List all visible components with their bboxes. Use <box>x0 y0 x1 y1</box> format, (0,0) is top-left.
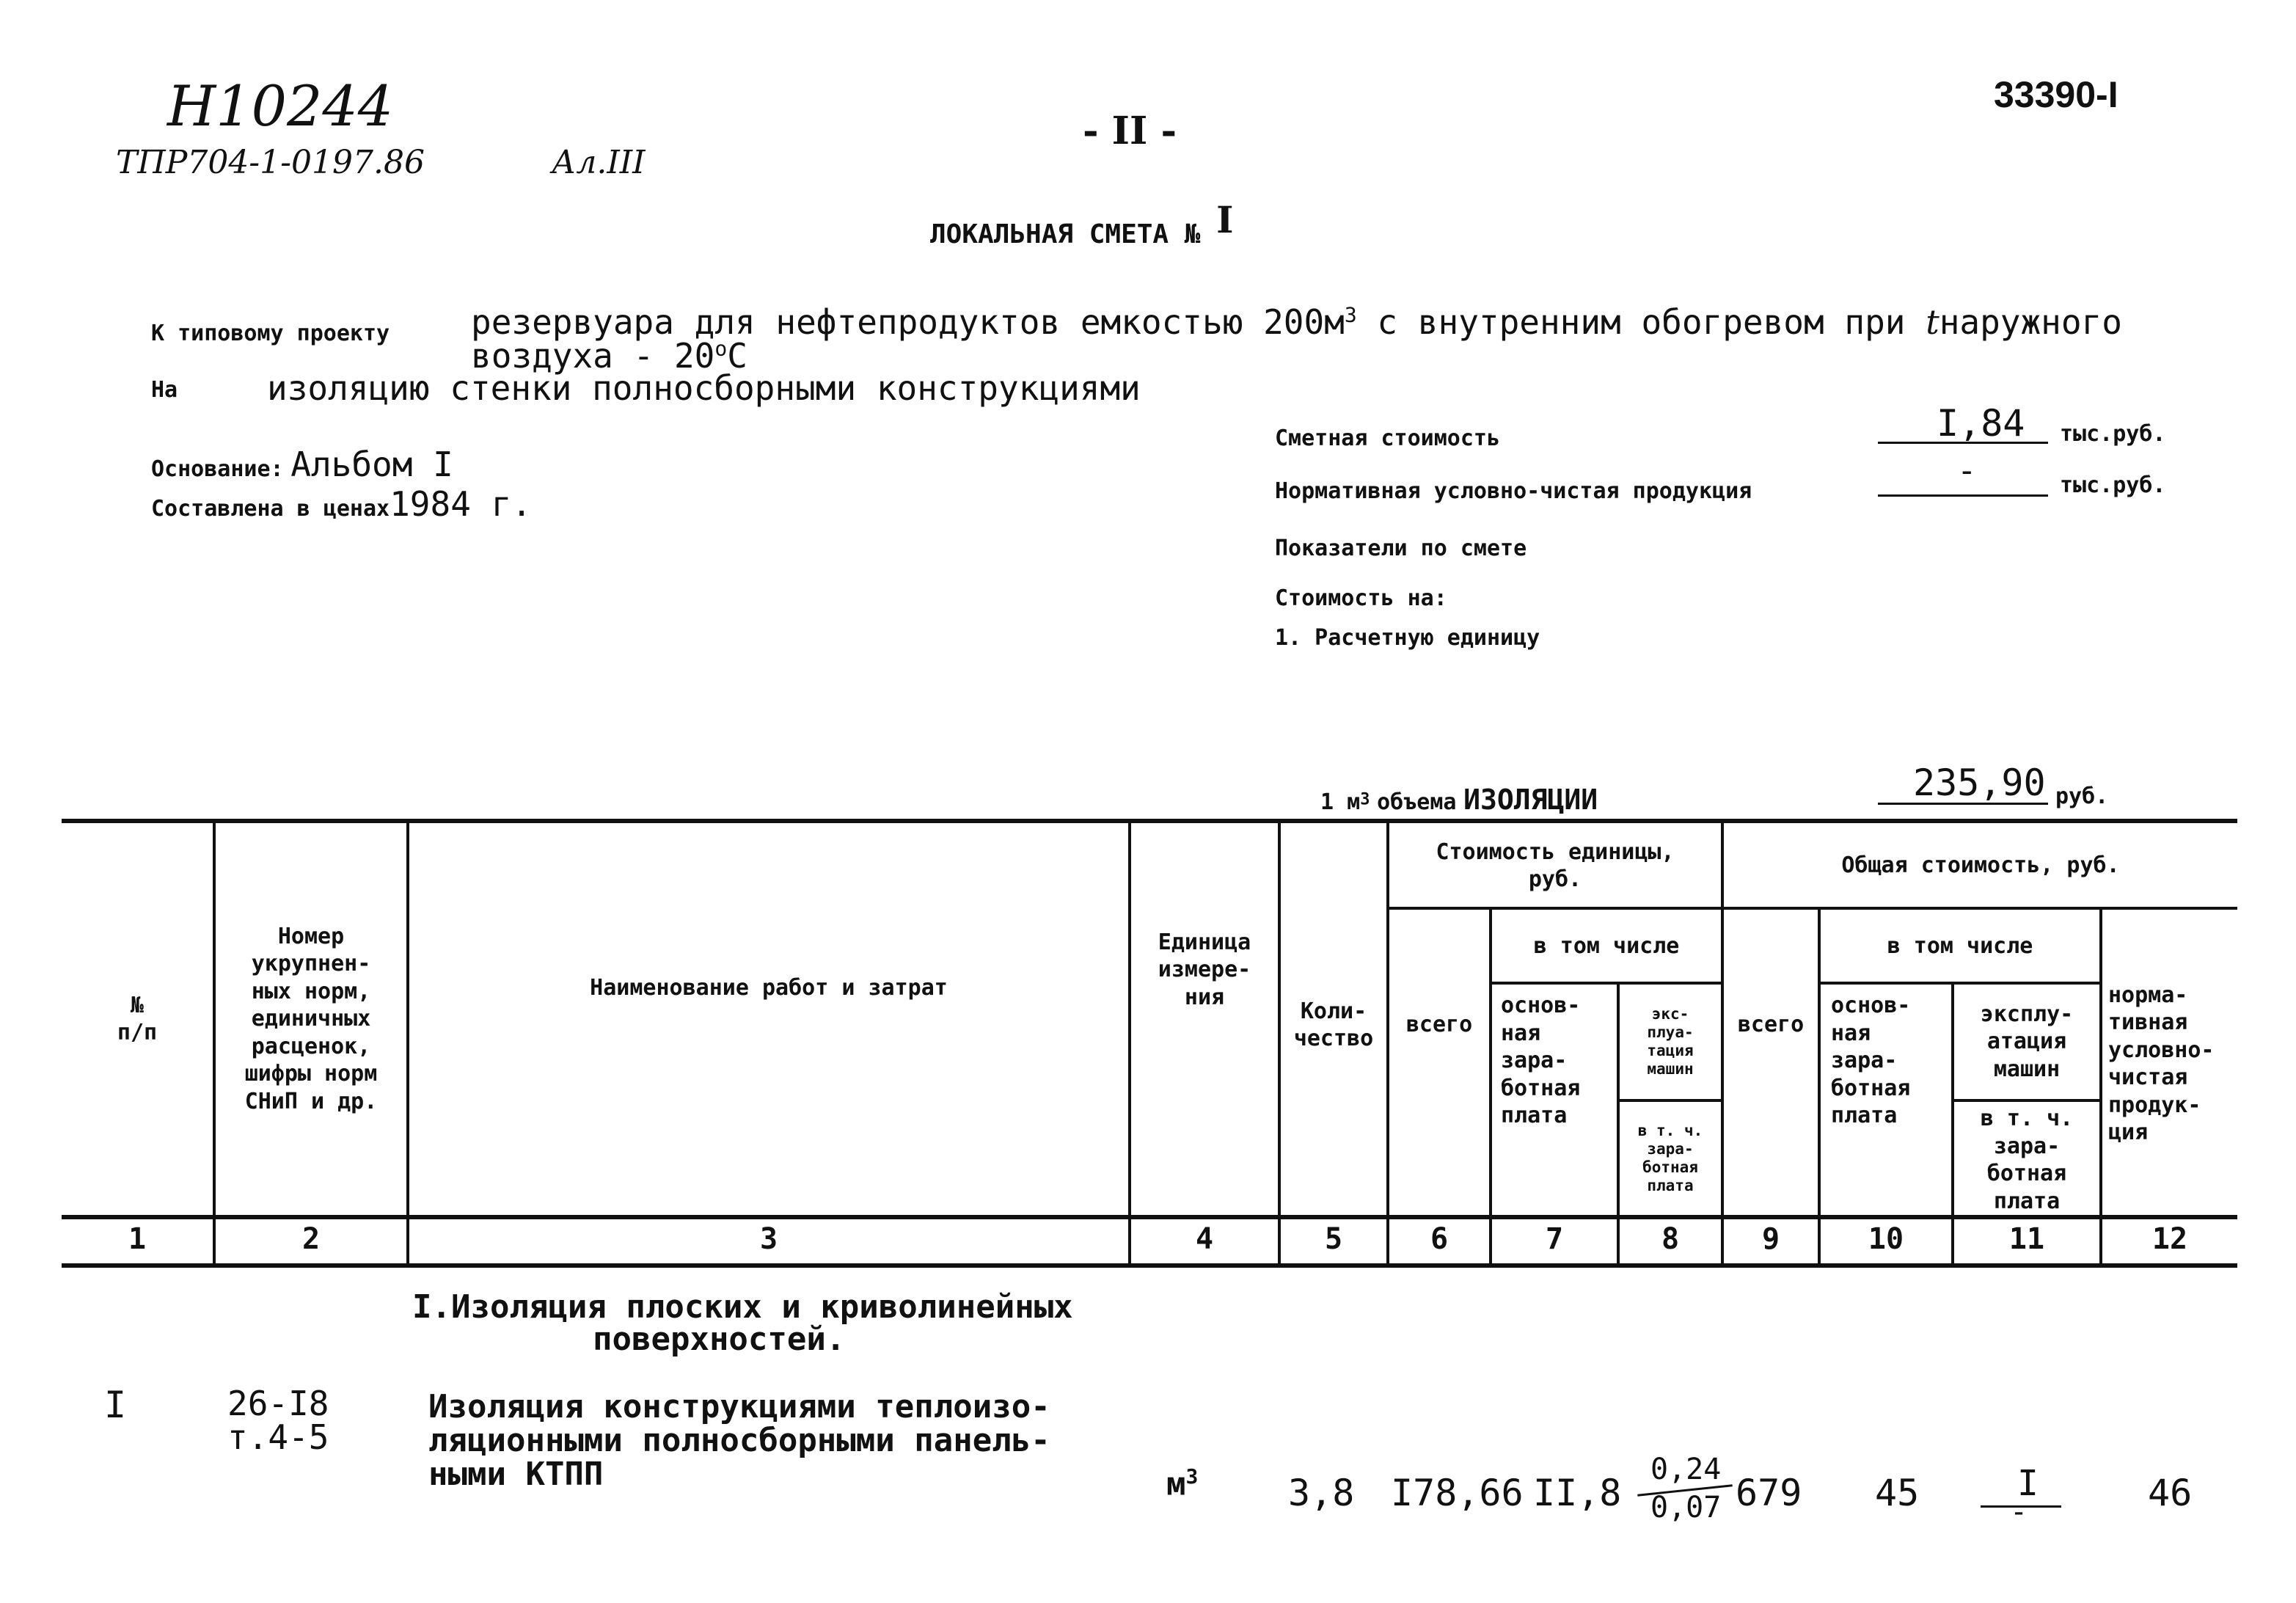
smetnaya-unit: тыс.руб. <box>2060 421 2166 447</box>
row-name-1: Изоляция конструкциями теплоизо- <box>428 1388 1050 1425</box>
title-text: ЛОКАЛЬНАЯ СМЕТА № <box>930 219 1201 249</box>
header-unit: Единица измере- ния <box>1158 929 1251 1010</box>
title-number: I <box>1216 198 1234 241</box>
header-unit-cost: Стоимость единицы, руб. <box>1436 839 1675 892</box>
header-unit-osn-zp: основ- ная зара- ботная плата <box>1501 993 1581 1128</box>
album-reference: Ал.III <box>552 144 646 181</box>
total-mach-split-line <box>1953 1099 2101 1102</box>
norm-value: - <box>1957 452 1977 489</box>
project-line-1-sup: 3 <box>1344 302 1357 327</box>
row-total-norm: 46 <box>2148 1472 2193 1514</box>
unit-cost-line <box>1320 784 1598 816</box>
norm-unit: тыс.руб. <box>2060 472 2166 498</box>
unit-cost-value: 235,90 <box>1913 762 2046 804</box>
row-unit-total: I78,66 <box>1391 1472 1524 1514</box>
header-work-name: Наименование работ и затрат <box>590 975 948 1001</box>
colnum-11: 11 <box>2008 1222 2045 1256</box>
table-colnum-bottom-border <box>62 1263 2237 1268</box>
header-total-cost: Общая стоимость, руб. <box>1841 852 2120 879</box>
unit-cost-underline <box>1878 803 2048 805</box>
osnovanie-label: Основание: <box>151 456 284 482</box>
colnum-3: 3 <box>759 1222 778 1256</box>
smetnaya-value: I,84 <box>1937 402 2025 445</box>
na-text: изоляцию стенки полносборными конструкциями <box>267 368 1141 408</box>
colnum-1: 1 <box>128 1222 147 1256</box>
header-unit-vtch-zp: в т. ч. зара- ботная плата <box>1637 1121 1703 1195</box>
row-name-2: ляционными полносборными панель- <box>428 1422 1050 1459</box>
header-unit-vtomchisle: в том числе <box>1533 933 1680 960</box>
norm-underline <box>1878 494 2048 497</box>
unit-line-sup: 3 <box>1360 790 1370 809</box>
colnum-7: 7 <box>1545 1222 1564 1256</box>
project-line-1-text: резервуара для нефтепродуктов емкостью 200м <box>471 302 1345 342</box>
project-line-2-text: воздуха - 20 <box>471 336 715 376</box>
stoimost-na: Стоимость на: <box>1275 585 1447 611</box>
total-cost-group-line <box>1722 907 2237 910</box>
page-number: - II - <box>1083 109 1177 153</box>
row-unit-mach-zp: 0,07 <box>1650 1491 1722 1525</box>
project-line-1-rest: с внутренним обогревом при <box>1377 302 1906 342</box>
unit-line-mid: объема <box>1377 789 1457 815</box>
document-number: 33390-I <box>1994 74 2118 115</box>
row-unit-text: м <box>1166 1465 1186 1503</box>
pokazateli: Показатели по смете <box>1275 536 1527 561</box>
osnovanie-value: Альбом I <box>290 445 453 484</box>
row-unit-sup: 3 <box>1185 1464 1199 1489</box>
row-name-3: ными КТПП <box>428 1456 604 1493</box>
row-norm-code-1: 26-I8 <box>227 1384 329 1423</box>
header-total-vsego: всего <box>1737 1012 1805 1038</box>
colnum-10: 10 <box>1868 1222 1904 1256</box>
colnum-4: 4 <box>1195 1222 1214 1256</box>
raschetnaya-edinica: 1. Расчетную единицу <box>1275 625 1540 651</box>
row-total: 679 <box>1736 1472 1802 1514</box>
project-line-1-end: наружного <box>1939 302 2122 342</box>
na-label: На <box>151 377 178 403</box>
smetnaya-label: Сметная стоимость <box>1275 426 1501 451</box>
row-total-mach: I <box>2017 1463 2039 1504</box>
header-total-vtch-zp: в т. ч. зара- ботная плата <box>1980 1106 2074 1214</box>
project-label: К типовому проекту <box>151 321 390 346</box>
header-quantity: Коли- чество <box>1293 998 1374 1051</box>
smetnaya-underline <box>1878 442 2048 444</box>
row-total-mach-zp: - <box>2010 1495 2028 1529</box>
colnum-12: 12 <box>2151 1222 2188 1256</box>
header-unit-eksp: экс- плуа- тация машин <box>1647 1004 1694 1078</box>
project-line-2-end: С <box>727 336 747 376</box>
row-unit-mach: 0,24 <box>1650 1453 1722 1486</box>
row-quantity: 3,8 <box>1288 1472 1355 1514</box>
handwritten-inventory-number: Н10244 <box>167 73 394 139</box>
unit-line-word: ИЗОЛЯЦИИ <box>1463 784 1598 816</box>
osnovanie <box>151 445 453 484</box>
unit-cost-rub: руб. <box>2055 784 2109 809</box>
header-unit-vsego: всего <box>1405 1012 1473 1038</box>
project-code: ТПР704-1-0197.86 <box>116 144 425 181</box>
row-unit <box>1166 1464 1198 1503</box>
colnum-9: 9 <box>1761 1222 1780 1256</box>
colnum-2: 2 <box>301 1222 321 1256</box>
colnum-6: 6 <box>1430 1222 1449 1256</box>
unit-line-prefix: 1 м <box>1320 789 1361 815</box>
section-title-2: поверхностей. <box>593 1321 846 1358</box>
header-norm-product: норма- тивная условно- чистая продук- ция <box>2108 982 2215 1145</box>
header-total-eksp: эксплу- атация машин <box>1980 1001 2074 1082</box>
header-total-vtomchisle: в том числе <box>1887 933 2033 960</box>
row-unit-zp: II,8 <box>1533 1472 1622 1514</box>
col-border-11-12 <box>2099 908 2102 1266</box>
row-number: I <box>104 1384 127 1426</box>
row-norm-code-2: т.4-5 <box>227 1417 329 1457</box>
table-header-bottom-border <box>62 1215 2237 1219</box>
section-title-1: I.Изоляция плоских и криволинейных <box>412 1288 1073 1326</box>
norm-label: Нормативная условно-чистая продукция <box>1275 478 1752 504</box>
row-total-zp: 45 <box>1875 1472 1920 1514</box>
sostavlena-value: 1984 г. <box>390 484 532 524</box>
header-norm-code: Номер укрупнен- ных норм, единичных расценок, шифры норм СНиП и др. <box>244 923 378 1114</box>
document-title <box>930 198 1234 252</box>
project-line-2-deg: о <box>714 336 728 361</box>
project-line-1-t: t <box>1926 302 1939 342</box>
header-total-osn-zp: основ- ная зара- ботная плата <box>1831 993 1911 1128</box>
sostavlena <box>151 484 532 524</box>
colnum-8: 8 <box>1661 1222 1680 1256</box>
header-number: № п/п <box>117 992 158 1045</box>
colnum-5: 5 <box>1324 1222 1343 1256</box>
unit-cost-group-line <box>1388 907 1722 910</box>
sostavlena-label: Составлена в ценах <box>151 496 390 522</box>
